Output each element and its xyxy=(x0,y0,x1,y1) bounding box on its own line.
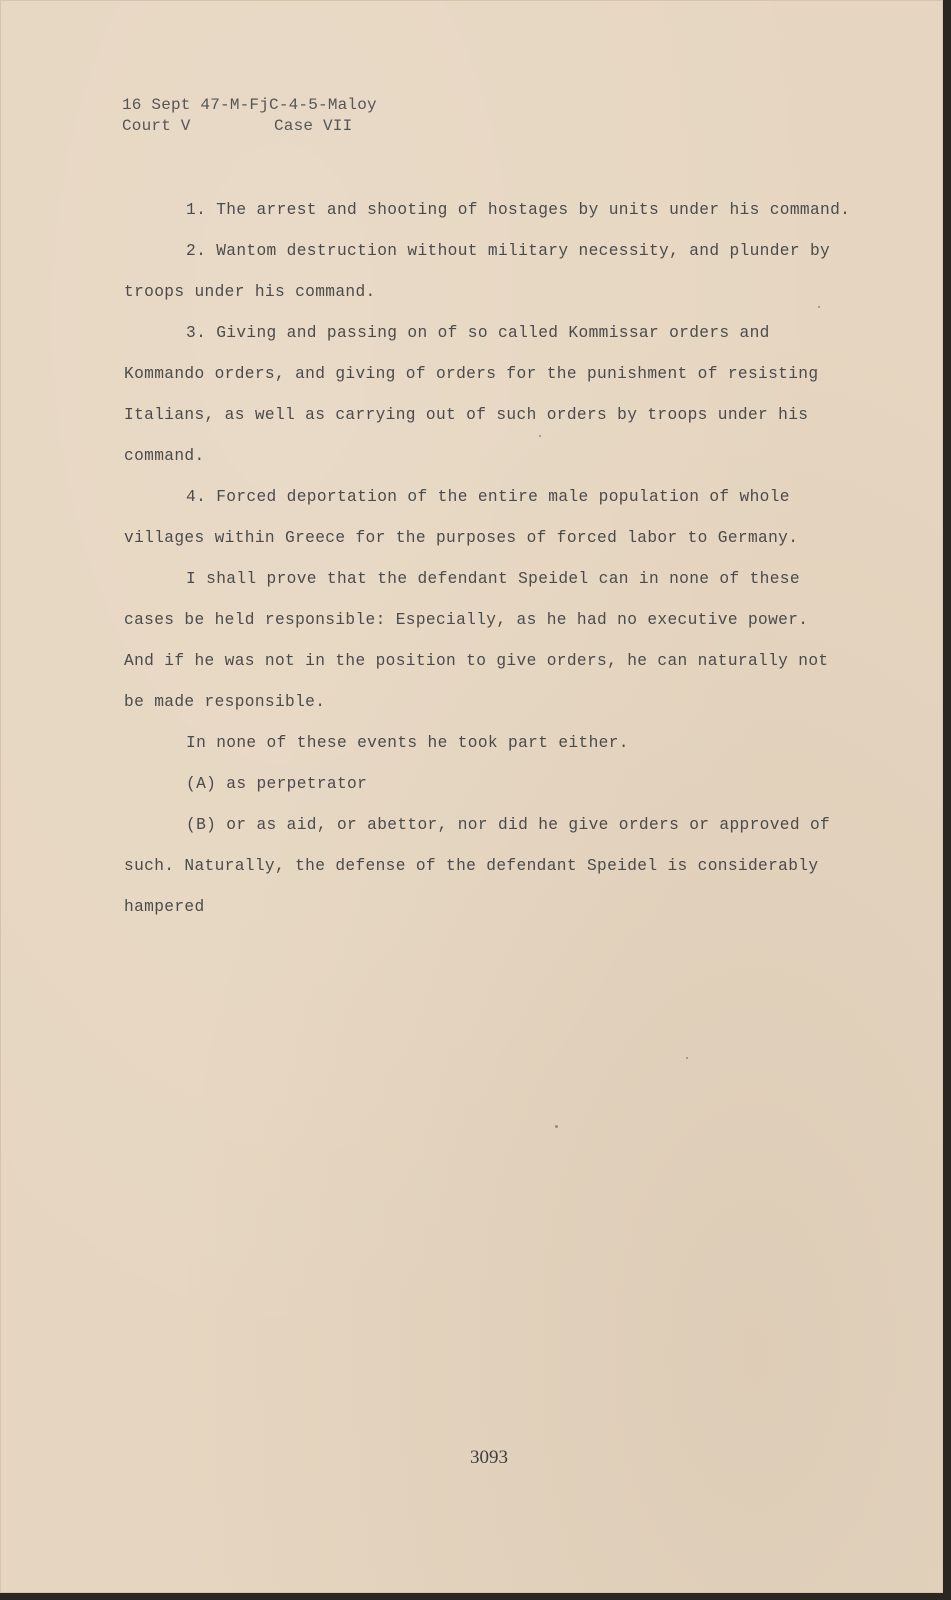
paragraph-line: 3. Giving and passing on of so called Kommissar orders and xyxy=(186,324,770,342)
paragraph-line: be made responsible. xyxy=(124,693,326,711)
paragraph-line: cases be held responsible: Especially, as he had no executive power. xyxy=(124,611,809,629)
paragraph-line: 2. Wantom destruction without military necessity, and plunder by xyxy=(186,242,831,260)
paragraph-line: In none of these events he took part either. xyxy=(186,734,629,752)
court-case-line xyxy=(122,116,377,137)
paragraph-line: command. xyxy=(124,447,205,465)
paragraph-line: I shall prove that the defendant Speidel can in none of these xyxy=(186,570,800,588)
court-label: Court V xyxy=(122,117,191,135)
case-label: Case VII xyxy=(274,117,353,135)
document-header xyxy=(122,95,377,137)
paragraph-line: villages within Greece for the purposes of forced labor to Germany. xyxy=(124,529,799,547)
paper-speck xyxy=(818,306,820,308)
paper-speck xyxy=(539,435,541,437)
page-number: 3093 xyxy=(470,1447,508,1468)
paragraph-line: 1. The arrest and shooting of hostages by units under his command. xyxy=(186,201,851,219)
paragraph-line: hampered xyxy=(124,898,205,916)
document-body xyxy=(124,190,869,928)
reference-line: 16 Sept 47-M-FjC-4-5-Maloy xyxy=(122,96,377,114)
paragraph-line: Italians, as well as carrying out of such orders by troops under his xyxy=(124,406,809,424)
paragraph-line: (A) as perpetrator xyxy=(186,775,368,793)
paragraph-line: troops under his command. xyxy=(124,283,376,301)
paper-speck xyxy=(686,1057,688,1059)
paragraph-line: Kommando orders, and giving of orders for the punishment of resisting xyxy=(124,365,819,383)
paragraph-line: such. Naturally, the defense of the defendant Speidel is considerably xyxy=(124,857,819,875)
paragraph-line: 4. Forced deportation of the entire male population of whole xyxy=(186,488,790,506)
paper-speck xyxy=(555,1125,558,1128)
paragraph-line: And if he was not in the position to give orders, he can naturally not xyxy=(124,652,829,670)
paragraph-line: (B) or as aid, or abettor, nor did he give orders or approved of xyxy=(186,816,831,834)
